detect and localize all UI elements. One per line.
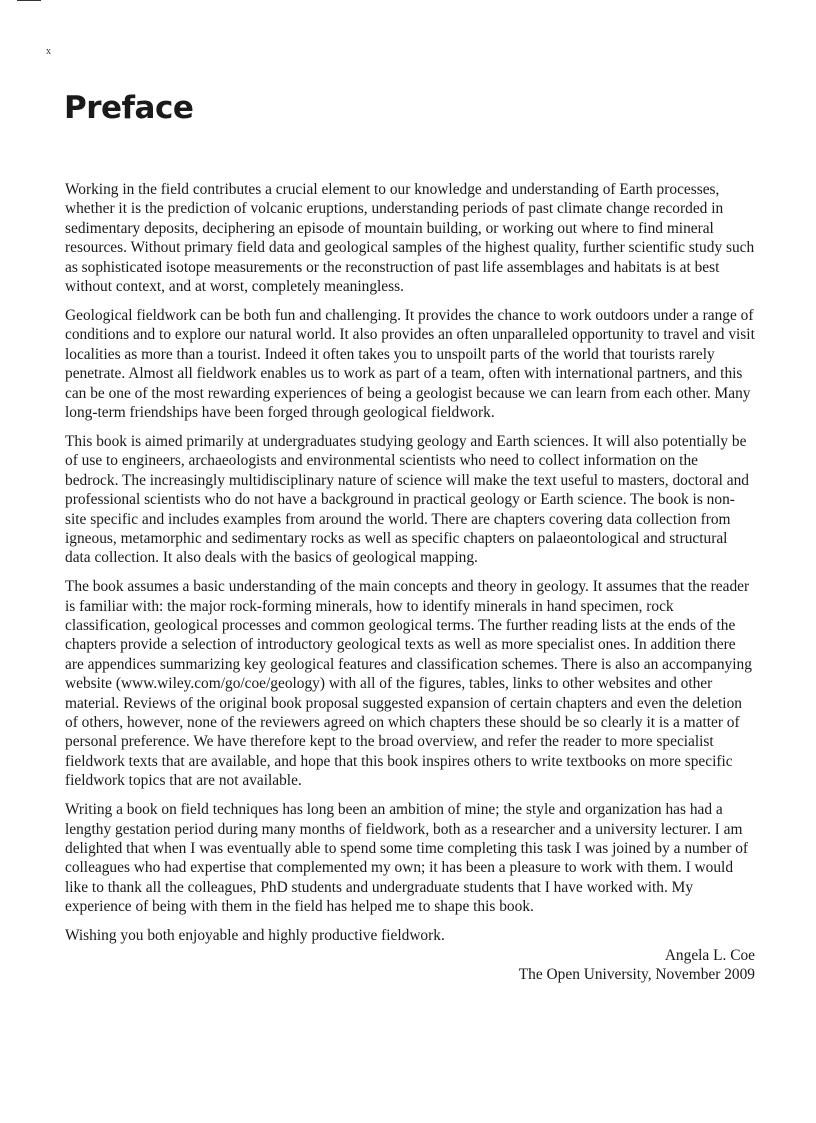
paragraph-4: The book assumes a basic understanding of the main concepts and theory in geology. It assumes that the reader is familiar with: the major rock-forming minerals, how to identify minerals in hand specimen, rock classification, geological processes and common geological terms. The further reading lists at the ends of the chapters provide a selection of introductory geological texts as well as more specialist ones. In addition there are appendices summarizing key geological features and classification schemes. There is also an accompanying website (www.wiley.com/go/coe/geology) with all of the figures, tables, links to other websites and other material. Reviews of the original book proposal suggested expansion of certain chapters and even the deletion of others, however, none of the reviewers agreed on which chapters these should be so clearly it is a matter of personal preference. We have therefore kept to the broad overview, and refer the reader to more specialist fieldwork texts that are available, and hope that this book inspires others to write textbooks on more specific fieldwork topics that are not available. — [65, 578, 752, 790]
top-rule — [17, 0, 41, 1]
signature-block — [65, 946, 755, 985]
author-name: Angela L. Coe — [664, 946, 755, 964]
page-title: Preface — [64, 90, 194, 126]
page-number: x — [46, 46, 51, 57]
paragraph-1: Working in the field contributes a crucial element to our knowledge and understanding of Earth processes, whether it is the prediction of volcanic eruptions, understanding periods of past climate change recorded in sedimentary deposits, deciphering an episode of mountain building, or working out where to find mineral resources. Without primary field data and geological samples of the highest quality, further scientific study such as sophisticated isotope measurements or the reconstruction of past life assemblages and habitats is at best without context, and at worst, completely meaningless. — [65, 181, 755, 296]
paragraph-5: Writing a book on field techniques has long been an ambition of mine; the style and organization has had a lengthy gestation period during many months of fieldwork, both as a researcher and a university lecturer. I am delighted that when I was eventually able to spend some time completing this task I was joined by a number of colleagues who had expertise that complemented my own; it has been a pleasure to work with them. I would like to thank all the colleagues, PhD students and undergraduate students that I have worked with. My experience of being with them in the field has helped me to shape this book. — [65, 801, 749, 916]
author-affiliation-date: The Open University, November 2009 — [518, 965, 755, 983]
paragraph-6: Wishing you both enjoyable and highly productive fieldwork. — [65, 927, 445, 945]
paragraph-3: This book is aimed primarily at undergraduates studying geology and Earth sciences. It will also potentially be of use to engineers, archaeologists and environmental scientists who need to collect information on the bedrock. The increasingly multidisciplinary nature of science will make the text useful to masters, doctoral and professional scientists who do not have a background in practical geology or Earth science. The book is non-site specific and includes examples from around the world. There are chapters covering data collection from igneous, metamorphic and sedimentary rocks as well as specific chapters on palaeontological and structural data collection. It also deals with the basics of geological mapping. — [65, 432, 749, 567]
preface-body — [65, 180, 755, 984]
paragraph-2: Geological fieldwork can be both fun and challenging. It provides the chance to work outdoors under a range of conditions and to explore our natural world. It also provides an often unparalleled opportunity to travel and visit localities as more than a tourist. Indeed it often takes you to unspoilt parts of the world that tourists rarely penetrate. Almost all fieldwork enables us to work as part of a team, often with international partners, and this can be one of the most rewarding experiences of being a geologist because we can learn from each other. Many long-term friendships have been forged through geological fieldwork. — [65, 306, 755, 421]
